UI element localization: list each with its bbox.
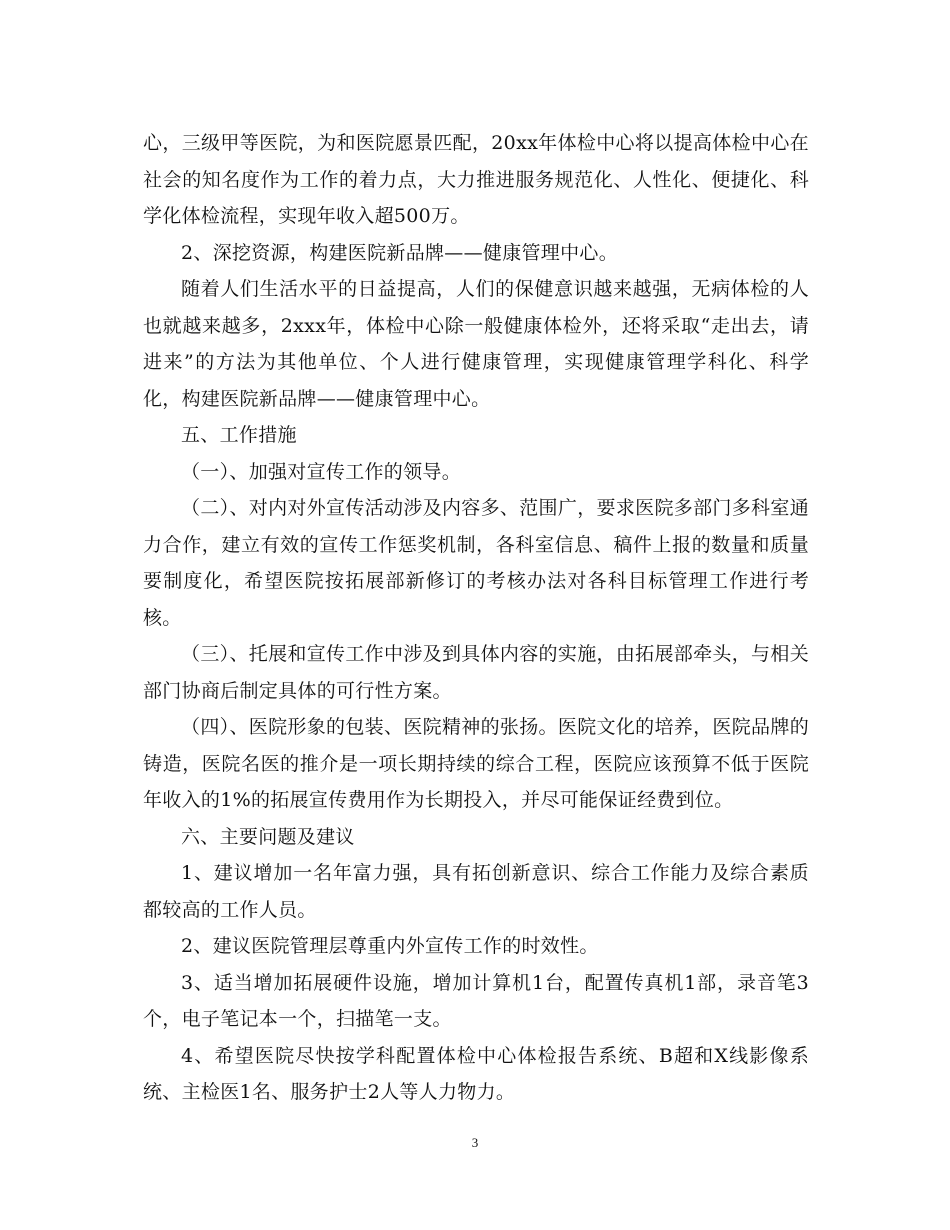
page-number: 3 [471, 1135, 479, 1150]
paragraph-suggestion-1: 1、建议增加一名年富力强，具有拓创新意识、综合工作能力及综合素质都较高的工作人员。 [143, 862, 809, 921]
paragraph-continuation: 心，三级甲等医院，为和医院愿景匹配，20xx年体检中心将以提高体检中心在社会的知名度作为工作的着力点，大力推进服务规范化、人性化、便捷化、科学化体检流程，实现年收入超500万。 [143, 132, 809, 227]
paragraph-measure-2: （二）、对内对外宣传活动涉及内容多、范围广，要求医院多部门多科室通力合作，建立有效的宣传工作惩奖机制，各科室信息、稿件上报的数量和质量要制度化，希望医院按拓展部新修订的考核办法对各科目标管理工作进行考核。 [143, 497, 809, 629]
paragraph-suggestion-4: 4、希望医院尽快按学科配置体检中心体检报告系统、B超和X线影像系统、主检医1名、服务护士2人等人力物力。 [143, 1044, 809, 1103]
paragraph-measure-3: （三）、托展和宣传工作中涉及到具体内容的实施，由拓展部牵头，与相关部门协商后制定具体的可行性方案。 [143, 643, 809, 702]
section-heading-problems-suggestions: 六、主要问题及建议 [181, 825, 355, 848]
paragraph-suggestion-3: 3、适当增加拓展硬件设施，增加计算机1台，配置传真机1部，录音笔3个，电子笔记本一个，扫描笔一支。 [143, 971, 809, 1030]
section-heading-work-measures: 五、工作措施 [181, 424, 297, 446]
paragraph-suggestion-2: 2、建议医院管理层尊重内外宣传工作的时效性。 [181, 935, 599, 957]
paragraph-measure-1: （一）、加强对宣传工作的领导。 [181, 460, 462, 483]
paragraph-item-2-heading: 2、深挖资源，构建医院新品牌——健康管理中心。 [181, 241, 618, 264]
paragraph-measure-4: （四）、医院形象的包装、医院精神的张扬。医院文化的培养，医院品牌的铸造，医院名医的推介是一项长期持续的综合工程，医院应该预算不低于医院年收入的1%的拓展宣传费用作为长期投入，并尽可能保证经费到位。 [143, 716, 809, 811]
paragraph-health-management: 随着人们生活水平的日益提高，人们的保健意识越来越强，无病体检的人也就越来越多，2xxx年，体检中心除一般健康体检外，还将采取“走出去，请进来”的方法为其他单位、个人进行健康管理，实现健康管理学科化、科学化，构建医院新品牌——健康管理中心。 [143, 278, 809, 410]
document-body [143, 125, 809, 1111]
